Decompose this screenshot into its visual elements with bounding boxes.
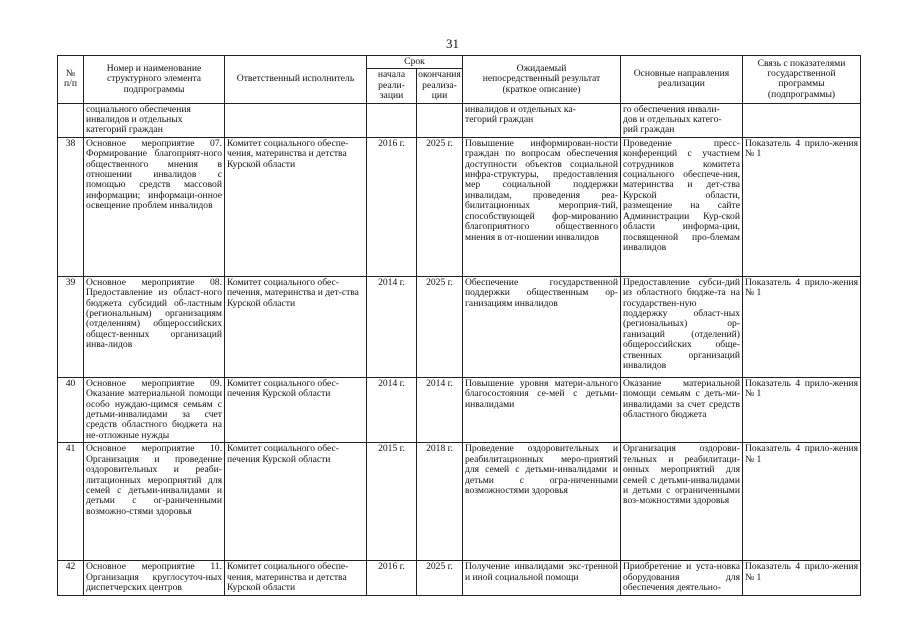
row-start: 2015 г. (367, 443, 417, 561)
row-start: 2016 г. (367, 561, 417, 595)
table-row (58, 377, 861, 442)
table-row (58, 103, 861, 137)
row-num: 38 (58, 137, 84, 276)
row-responsible: Комитет социального обес-печения, материнства и дет-ства Курской области (225, 276, 367, 377)
row-directions: Организация оздорови-тельных и реабилитаци-онных мероприятий для семей с детьми-инвалидами и детьми с ограниченными воз-можностями здоровья (621, 443, 743, 561)
row-num: 40 (58, 377, 84, 442)
row-directions: Приобретение и уста-новка оборудования для обеспечения деятельно- (621, 561, 743, 595)
row-end: 2014 г. (417, 377, 463, 442)
row-name: социального обеспечения инвалидов и отдельных категорий граждан (84, 103, 225, 137)
row-link: Показатель 4 прило-жения № 1 (743, 561, 861, 595)
row-result: Получение инвалидами экс-тренной и иной социальной помощи (463, 561, 621, 595)
row-name: Основное мероприятие 08. Предоставление из област-ного бюджета субсидий об-ластным (региональным) организациям (отделениям) общероссийских общест-венных организаций инва-лидов (84, 276, 225, 377)
row-start: 2016 г. (367, 137, 417, 276)
row-start: 2014 г. (367, 377, 417, 442)
row-num: 39 (58, 276, 84, 377)
page-number: 31 (446, 36, 459, 51)
header-start: начала реали- зации (367, 69, 417, 103)
row-end: 2025 г. (417, 137, 463, 276)
row-num (58, 103, 84, 137)
row-result: Повышение уровня матери-ального благосостояния се-мей с детьми-инвалидами (463, 377, 621, 442)
table-row (58, 443, 861, 561)
table-row (58, 276, 861, 377)
row-start (367, 103, 417, 137)
row-directions: Оказание материальной помощи семьям с деть-ми-инвалидами за счет средств областного бюджета (621, 377, 743, 442)
header-name: Номер и наименование структурного элемента подпрограммы (84, 56, 225, 104)
row-name: Основное мероприятие 11. Организация круглосуточ-ных диспетчерских центров (84, 561, 225, 595)
header-directions: Основные направления реализации (621, 56, 743, 104)
row-link: Показатель 4 прило-жения № 1 (743, 137, 861, 276)
row-link (743, 103, 861, 137)
row-start: 2014 г. (367, 276, 417, 377)
row-link: Показатель 4 прило-жения № 1 (743, 276, 861, 377)
row-responsible: Комитет социального обес-печения Курской области (225, 443, 367, 561)
header-responsible: Ответственный исполнитель (225, 56, 367, 104)
row-directions: Предоставление субси-дий из областного бюдже-та на государствен-ную поддержку област-ных (региональных) ор-ганизаций (отделений) общероссийских обще-ственных организаций инвалидов (621, 276, 743, 377)
table-row (58, 561, 861, 595)
row-directions: Проведение пресс-конференций с участием сотрудников комитета социального обеспече-ния, материнства и дет-ства Курской области, размещение на сайте Администрации Кур-ской области информа-ции, посвященной про-блемам инвалидов (621, 137, 743, 276)
row-num: 41 (58, 443, 84, 561)
row-result: Обеспечение государственной поддержки общественным ор-ганизациям инвалидов (463, 276, 621, 377)
row-name: Основное мероприятие 10. Организация и проведение оздоровительных и реаби-литационных мероприятий для семей с детьми-инвалидами и детьми с ог-раниченными возможно-стями здоровья (84, 443, 225, 561)
row-link: Показатель 4 прило-жения № 1 (743, 377, 861, 442)
row-num: 42 (58, 561, 84, 595)
row-end: 2025 г. (417, 561, 463, 595)
row-link: Показатель 4 прило-жения № 1 (743, 443, 861, 561)
header-link: Связь с показателями государственной программы (подпрограммы) (743, 56, 861, 104)
table-header (58, 56, 861, 104)
header-result: Ожидаемый непосредственный результат (краткое описание) (463, 56, 621, 104)
row-end: 2025 г. (417, 276, 463, 377)
header-end: окончания реализа- ции (418, 69, 461, 102)
row-responsible (225, 103, 367, 137)
row-directions: го обеспечения инвали- дов и отдельных катего- рий граждан (621, 103, 743, 137)
program-table (57, 55, 861, 596)
row-name: Основное мероприятие 09. Оказание материальной помощи особо нуждаю-щимся семьям с детьми-инвалидами за счет средств областного бюджета на не-отложные нужды (84, 377, 225, 442)
row-result: Повышение информирован-ности граждан по вопросам обеспечения доступности объектов социальной инфра-структуры, предоставления мер социальной поддержки инвалидам, проведения реа-билитационных мероприя-тий, способствующей фор-мированию благоприятного общественного мнения в от-ношении инвалидов (463, 137, 621, 276)
row-responsible: Комитет социального обеспе-чения, материнства и детства Курской области (225, 561, 367, 595)
row-result: инвалидов и отдельных ка- тегорий граждан (463, 103, 621, 137)
table-row (58, 137, 861, 276)
row-end (417, 103, 463, 137)
row-name: Основное мероприятие 07. Формирование благоприят-ного общественного мнения в отношении инвалидов с помощью средств массовой информации; информаци-онное освещение проблем инвалидов (84, 137, 225, 276)
row-end: 2018 г. (417, 443, 463, 561)
row-result: Проведение оздоровительных и реабилитационных меро-приятий для семей с детьми-инвалидами и детьми с огра-ниченными возможностями здоровья (463, 443, 621, 561)
row-responsible: Комитет социального обес-печения Курской области (225, 377, 367, 442)
row-responsible: Комитет социального обеспе-чения, материнства и детства Курской области (225, 137, 367, 276)
header-num: № п/п (58, 56, 84, 104)
header-term: Срок (367, 56, 463, 69)
